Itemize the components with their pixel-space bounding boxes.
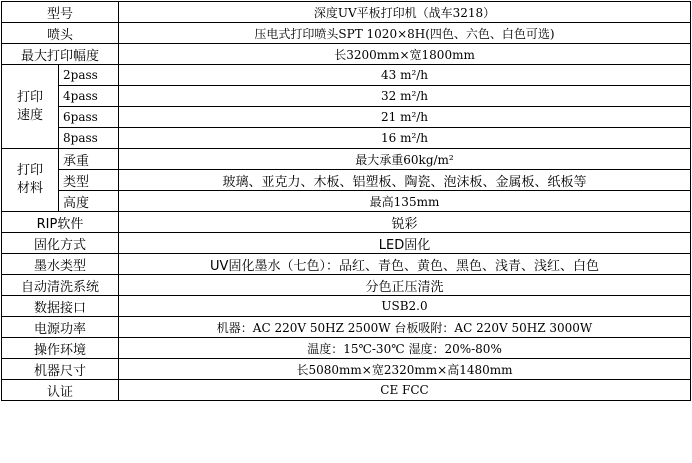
row-nozzle bbox=[2, 23, 691, 44]
value-material: 最高135mm bbox=[119, 191, 691, 212]
group-label-speed bbox=[2, 65, 59, 149]
label-material-sub: 高度 bbox=[59, 191, 119, 212]
row-speed-2pass bbox=[2, 65, 691, 86]
value-model: 深度UV平板打印机（战车3218） bbox=[119, 2, 691, 23]
group-label-material-line2: 材料 bbox=[16, 181, 43, 196]
group-label-speed-line2: 速度 bbox=[16, 107, 43, 123]
row-material-type bbox=[2, 170, 691, 191]
label-speed-pass: 6pass bbox=[59, 107, 119, 128]
group-label-speed-line1: 打印 bbox=[16, 89, 43, 105]
value-rip: 锐彩 bbox=[119, 212, 691, 233]
value-speed: 43 m²/h bbox=[119, 65, 691, 86]
label-rip: RIP软件 bbox=[2, 212, 119, 233]
label-material-sub: 承重 bbox=[59, 149, 119, 170]
value-dimensions: 长5080mm×宽2320mm×高1480mm bbox=[119, 359, 691, 380]
label-curing: 固化方式 bbox=[2, 233, 119, 254]
value-cert: CE FCC bbox=[119, 380, 691, 401]
label-ink: 墨水类型 bbox=[2, 254, 119, 275]
value-nozzle: 压电式打印喷头SPT 1020×8H(四色、六色、白色可选) bbox=[119, 23, 691, 44]
group-label-material bbox=[2, 149, 59, 212]
label-dimensions: 机器尺寸 bbox=[2, 359, 119, 380]
row-environment bbox=[2, 338, 691, 359]
row-material-height bbox=[2, 191, 691, 212]
value-speed: 21 m²/h bbox=[119, 107, 691, 128]
row-rip bbox=[2, 212, 691, 233]
row-interface bbox=[2, 296, 691, 317]
value-interface: USB2.0 bbox=[119, 296, 691, 317]
row-dimensions bbox=[2, 359, 691, 380]
value-cleaning: 分色正压清洗 bbox=[119, 275, 691, 296]
label-speed-pass: 8pass bbox=[59, 128, 119, 149]
spec-table bbox=[1, 1, 691, 401]
label-material-sub: 类型 bbox=[59, 170, 119, 191]
row-max-width bbox=[2, 44, 691, 65]
row-model bbox=[2, 2, 691, 23]
label-nozzle: 喷头 bbox=[2, 23, 119, 44]
value-ink: UV固化墨水（七色）：品红、青色、黄色、黑色、浅青、浅红、白色 bbox=[119, 254, 691, 275]
row-power bbox=[2, 317, 691, 338]
value-speed: 32 m²/h bbox=[119, 86, 691, 107]
value-speed: 16 m²/h bbox=[119, 128, 691, 149]
label-speed-pass: 2pass bbox=[59, 65, 119, 86]
label-model: 型号 bbox=[2, 2, 119, 23]
label-speed-pass: 4pass bbox=[59, 86, 119, 107]
row-cert bbox=[2, 380, 691, 401]
row-speed-8pass bbox=[2, 128, 691, 149]
value-material: 玻璃、亚克力、木板、铝塑板、陶瓷、泡沫板、金属板、纸板等 bbox=[119, 170, 691, 191]
label-interface: 数据接口 bbox=[2, 296, 119, 317]
value-curing: LED固化 bbox=[119, 233, 691, 254]
row-material-load bbox=[2, 149, 691, 170]
row-ink bbox=[2, 254, 691, 275]
row-speed-6pass bbox=[2, 107, 691, 128]
group-label-material-line1: 打印 bbox=[16, 163, 43, 178]
row-curing bbox=[2, 233, 691, 254]
label-power: 电源功率 bbox=[2, 317, 119, 338]
label-cleaning: 自动清洗系统 bbox=[2, 275, 119, 296]
value-environment: 温度：15℃-30℃ 湿度：20%-80% bbox=[119, 338, 691, 359]
label-environment: 操作环境 bbox=[2, 338, 119, 359]
value-power: 机器：AC 220V 50HZ 2500W 台板吸附：AC 220V 50HZ 3000W bbox=[119, 317, 691, 338]
value-max-width: 长3200mm×宽1800mm bbox=[119, 44, 691, 65]
label-cert: 认证 bbox=[2, 380, 119, 401]
row-speed-4pass bbox=[2, 86, 691, 107]
label-max-width: 最大打印幅度 bbox=[2, 44, 119, 65]
value-material: 最大承重60kg/m² bbox=[119, 149, 691, 170]
row-cleaning bbox=[2, 275, 691, 296]
